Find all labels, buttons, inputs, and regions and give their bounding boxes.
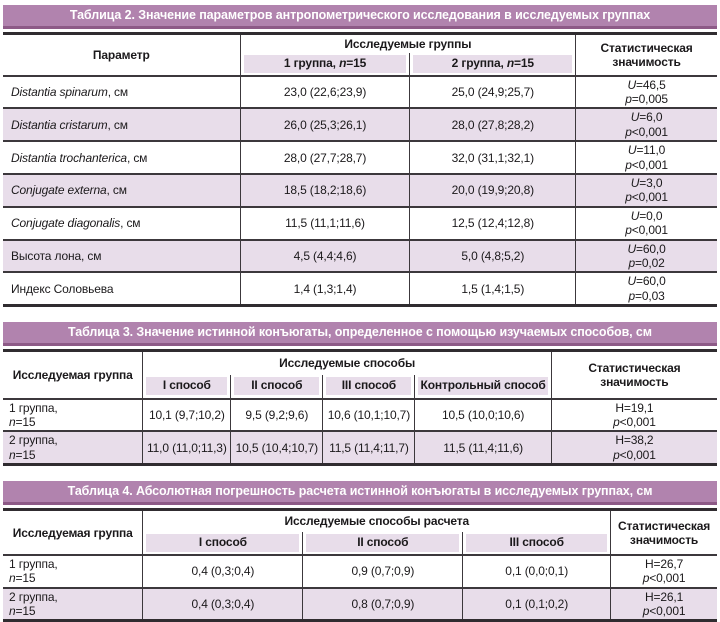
table-row	[3, 272, 717, 305]
group1-value-cell: 4,5 (4,4;4,6)	[240, 240, 410, 273]
group2-value-cell: 28,0 (27,8;28,2)	[410, 108, 576, 141]
table3-col-methods: Исследуемые способы	[143, 351, 551, 375]
method3-value-cell: 10,6 (10,1;10,7)	[323, 399, 415, 432]
method2-value-cell: 10,5 (10,4;10,7)	[231, 431, 323, 464]
table4-col-group: Исследуемая группа	[12, 525, 133, 540]
stat-cell: H=26,7 p<0,001	[611, 555, 717, 588]
group1-value-cell: 1,4 (1,3;1,4)	[240, 272, 410, 305]
stat-cell: U=6,0 p<0,001	[576, 108, 717, 141]
table4-col-methods: Исследуемые способы расчета	[143, 510, 611, 532]
param-cell: Distantia spinarum, см	[11, 85, 129, 100]
stat-cell: H=26,1 p<0,001	[611, 588, 717, 621]
group1-value-cell: 11,5 (11,1;11,6)	[240, 207, 410, 240]
table3-subcol-method-control: Контрольный способ	[415, 375, 551, 399]
group1-value-cell: 26,0 (25,3;26,1)	[240, 108, 410, 141]
table2-col-stat: Статистическая значимость	[576, 34, 717, 76]
group2-value-cell: 20,0 (19,9;20,8)	[410, 174, 576, 207]
group2-value-cell: 25,0 (24,9;25,7)	[410, 76, 576, 109]
table2-subcol-group1	[240, 53, 410, 76]
table-row	[3, 399, 717, 432]
spacer	[3, 466, 717, 481]
table2-subcol-group1-label: 1 группа, n=15	[244, 55, 407, 73]
table4-title-bar: Таблица 4. Абсолютная погрешность расчета истинной конъюгаты в исследуемых группах, см	[3, 481, 717, 505]
table3-subcol-method1: I способ	[143, 375, 231, 399]
table3-col-stat: Статистическая значимость	[551, 351, 717, 399]
group-cell: 1 группа, n=15	[9, 556, 58, 586]
table-row	[3, 555, 717, 588]
method1-value-cell: 0,4 (0,3;0,4)	[143, 588, 303, 621]
table-row	[3, 141, 717, 174]
table2-title-bar: Таблица 2. Значение параметров антропометрического исследования в исследуемых группах	[3, 5, 717, 29]
group-cell: 1 группа, n=15	[9, 400, 58, 430]
stat-cell: U=60,0 p=0,03	[576, 272, 717, 305]
table2-col-param: Параметр	[92, 47, 150, 62]
method1-value-cell: 11,0 (11,0;11,3)	[143, 431, 231, 464]
table-row	[3, 174, 717, 207]
table3	[3, 349, 717, 466]
method1-value-cell: 10,1 (9,7;10,2)	[143, 399, 231, 432]
stat-cell: U=0,0 p<0,001	[576, 207, 717, 240]
table-row	[3, 240, 717, 273]
method3-value-cell: 0,1 (0,0;0,1)	[463, 555, 611, 588]
method3-value-cell: 11,5 (11,4;11,7)	[323, 431, 415, 464]
table2-subcol-group2	[410, 53, 576, 76]
table-row	[3, 431, 717, 464]
table4-col-stat: Статистическая значимость	[611, 510, 717, 555]
table2-subcol-group2-label: 2 группа, n=15	[413, 55, 572, 73]
table3-subcol-method3: III способ	[323, 375, 415, 399]
group2-value-cell: 12,5 (12,4;12,8)	[410, 207, 576, 240]
method2-value-cell: 0,9 (0,7;0,9)	[303, 555, 463, 588]
table-row	[3, 76, 717, 109]
param-cell: Высота лона, см	[3, 240, 240, 273]
table2	[3, 32, 717, 307]
table2-col-groups: Исследуемые группы	[240, 34, 576, 53]
method3-value-cell: 0,1 (0,1;0,2)	[463, 588, 611, 621]
group1-value-cell: 18,5 (18,2;18,6)	[240, 174, 410, 207]
table4-subcol-method1: I способ	[143, 532, 303, 555]
group2-value-cell: 1,5 (1,4;1,5)	[410, 272, 576, 305]
table4	[3, 508, 717, 622]
control-value-cell: 11,5 (11,4;11,6)	[415, 431, 551, 464]
table-row	[3, 588, 717, 621]
table2-header	[3, 34, 717, 76]
group-cell: 2 группа, n=15	[3, 431, 143, 464]
table3-col-group: Исследуемая группа	[12, 367, 133, 382]
group2-value-cell: 32,0 (31,1;32,1)	[410, 141, 576, 174]
method2-value-cell: 9,5 (9,2;9,6)	[231, 399, 323, 432]
group2-value-cell: 5,0 (4,8;5,2)	[410, 240, 576, 273]
stat-cell: U=11,0 p<0,001	[576, 141, 717, 174]
table-row	[3, 108, 717, 141]
method1-value-cell: 0,4 (0,3;0,4)	[143, 555, 303, 588]
param-cell: Conjugate diagonalis, см	[11, 216, 141, 231]
stat-cell: U=3,0 p<0,001	[576, 174, 717, 207]
spacer	[3, 307, 717, 322]
table-row	[3, 207, 717, 240]
param-cell: Conjugate externa, см	[3, 174, 240, 207]
stat-cell: H=38,2 p<0,001	[551, 431, 717, 464]
stat-cell: H=19,1 p<0,001	[551, 399, 717, 432]
method2-value-cell: 0,8 (0,7;0,9)	[303, 588, 463, 621]
table4-subcol-method2: II способ	[303, 532, 463, 555]
table3-header	[3, 351, 717, 399]
table3-title-bar: Таблица 3. Значение истинной конъюгаты, определенное с помощью изучаемых способов, см	[3, 322, 717, 346]
param-cell: Distantia cristarum, см	[3, 108, 240, 141]
stat-cell: U=46,5 p=0,005	[576, 76, 717, 109]
group1-value-cell: 28,0 (27,7;28,7)	[240, 141, 410, 174]
group1-value-cell: 23,0 (22,6;23,9)	[240, 76, 410, 109]
table3-subcol-method2: II способ	[231, 375, 323, 399]
stat-cell: U=60,0 p=0,02	[576, 240, 717, 273]
control-value-cell: 10,5 (10,0;10,6)	[415, 399, 551, 432]
param-cell: Distantia trochanterica, см	[11, 150, 148, 165]
param-cell: Индекс Соловьева	[11, 281, 114, 296]
table4-header	[3, 510, 717, 555]
group-cell: 2 группа, n=15	[3, 588, 143, 621]
table4-subcol-method3: III способ	[463, 532, 611, 555]
